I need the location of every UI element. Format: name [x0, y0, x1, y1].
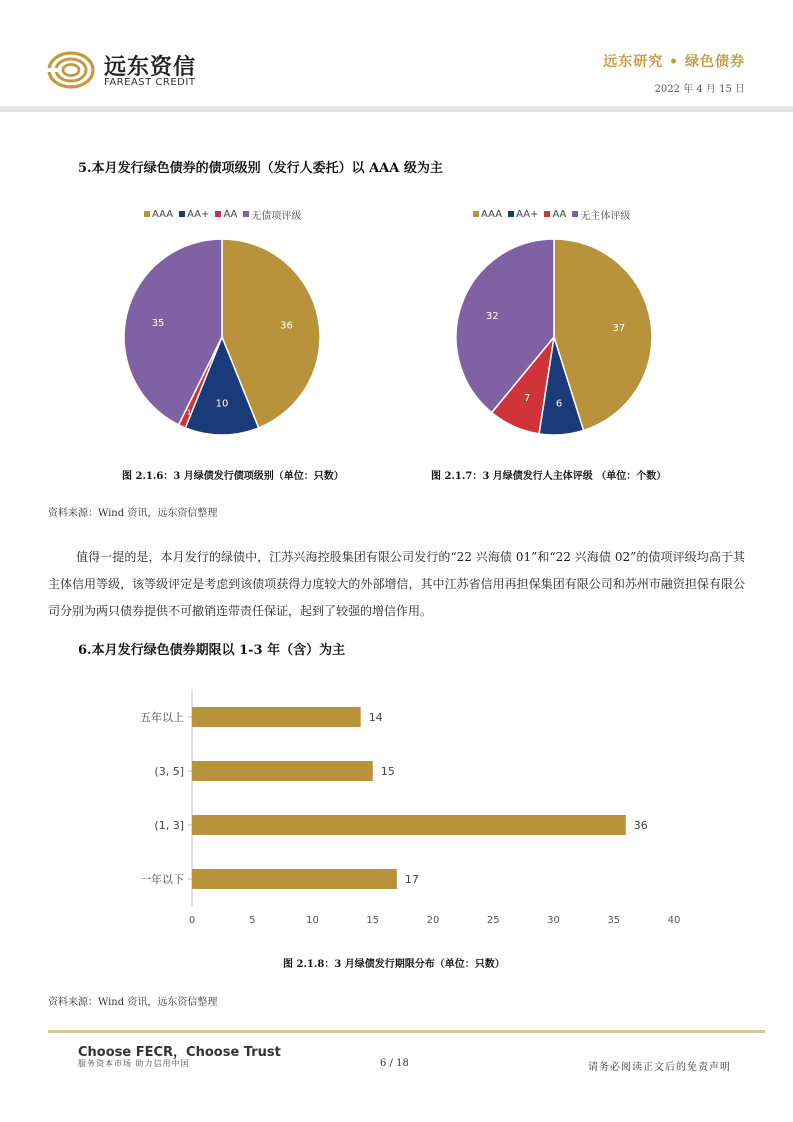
bar-0	[192, 707, 361, 727]
body-paragraph: 值得一提的是，本月发行的绿债中，江苏兴海控股集团有限公司发行的“22 兴海债 01”和“22 兴海债 02”的债项评级均高于其主体信用等级，该等级评定是考虑到该债项获得力度较大的外部增信，其中江苏省信用再担保集团有限公司和苏州市融资担保有限公司分别为两只债券提供不可撤销连带责任保证，起到了较强的增信作用。	[48, 550, 745, 618]
pie-data-label: 6	[555, 398, 563, 410]
x-tick-label: 0	[188, 915, 196, 926]
legend-label: 无债项评级	[251, 211, 302, 222]
pie-1-legend	[138, 207, 301, 222]
x-tick-label: 40	[667, 915, 681, 926]
category-label: 一年以下	[140, 873, 184, 886]
footer-slogan-cn: 服务资本市场 助力信用中国	[78, 1059, 190, 1068]
legend-swatch	[508, 211, 514, 217]
legend-swatch	[243, 211, 249, 217]
pie-data-label: 37	[612, 322, 626, 334]
bar-value-label: 14	[368, 711, 383, 724]
pie-data-label: 32	[485, 310, 499, 322]
x-tick-label: 10	[306, 915, 319, 926]
footer-disclaimer: 请务必阅读正文后的免责声明	[588, 1062, 731, 1073]
x-tick-label: 5	[249, 915, 256, 926]
pie-2-legend	[467, 207, 630, 222]
report-title: 远东研究 • 绿色债券	[603, 54, 745, 70]
x-tick-label: 20	[426, 915, 440, 926]
x-tick-label: 15	[366, 915, 380, 926]
bar-chart-maturity	[110, 684, 700, 934]
section-5-title: 5.本月发行绿色债券的债项级别（发行人委托）以 AAA 级为主	[78, 161, 443, 176]
page-number: 6 / 18	[380, 1058, 409, 1069]
figure-2-1-8-caption: 图 2.1.8：3 月绿债发行期限分布（单位：只数）	[283, 959, 505, 970]
fareast-swirl-logo-icon	[47, 50, 95, 90]
legend-label: AAA	[481, 209, 503, 220]
brand-name-en: FAREAST CREDIT	[104, 77, 196, 88]
legend-label: 无主体评级	[580, 211, 631, 222]
legend-swatch	[215, 211, 221, 217]
legend-swatch	[179, 211, 185, 217]
legend-swatch	[572, 211, 578, 217]
legend-label: AA	[552, 209, 567, 220]
bar-1	[192, 761, 373, 781]
bar-value-label: 17	[404, 873, 419, 886]
source-note-2: 资料来源：Wind 资讯，远东资信整理	[48, 997, 218, 1008]
legend-label: AA	[223, 209, 238, 220]
figure-2-1-6-caption: 图 2.1.6：3 月绿债发行债项级别（单位：只数）	[122, 471, 344, 482]
legend-label: AA+	[516, 209, 539, 220]
report-date: 2022 年 4 月 15 日	[654, 84, 745, 95]
pie-data-label: 35	[151, 318, 165, 330]
x-tick-label: 30	[547, 915, 560, 926]
header-divider	[0, 106, 793, 112]
legend-swatch	[544, 211, 550, 217]
legend-label: AAA	[152, 209, 174, 220]
pie-data-label: 10	[215, 398, 229, 410]
category-label: (1, 3]	[154, 819, 184, 832]
bar-3	[192, 869, 397, 889]
bar-2	[192, 815, 626, 835]
category-label: 五年以上	[140, 711, 184, 724]
bar-value-label: 15	[380, 765, 395, 778]
x-tick-label: 35	[607, 915, 621, 926]
pie-chart-bond-rating	[121, 236, 323, 438]
footer-divider	[48, 1030, 765, 1033]
legend-label: AA+	[187, 209, 210, 220]
footer-slogan-en: Choose FECR，Choose Trust	[78, 1045, 281, 1060]
figure-2-1-7-caption: 图 2.1.7：3 月绿债发行人主体评级 （单位：个数）	[431, 471, 667, 482]
x-tick-label: 25	[486, 915, 500, 926]
pie-chart-issuer-rating	[453, 236, 655, 438]
category-label: (3, 5]	[154, 765, 184, 778]
section-6-title: 6.本月发行绿色债券期限以 1-3 年（含）为主	[78, 643, 346, 658]
bar-value-label: 36	[633, 819, 648, 832]
legend-swatch	[473, 211, 479, 217]
pie-data-label: 1	[186, 408, 192, 417]
source-note-1: 资料来源：Wind 资讯，远东资信整理	[48, 508, 218, 519]
pie-data-label: 7	[523, 392, 531, 404]
pie-data-label: 36	[280, 320, 293, 332]
legend-swatch	[144, 211, 150, 217]
brand-name-cn: 远东资信	[104, 55, 197, 80]
